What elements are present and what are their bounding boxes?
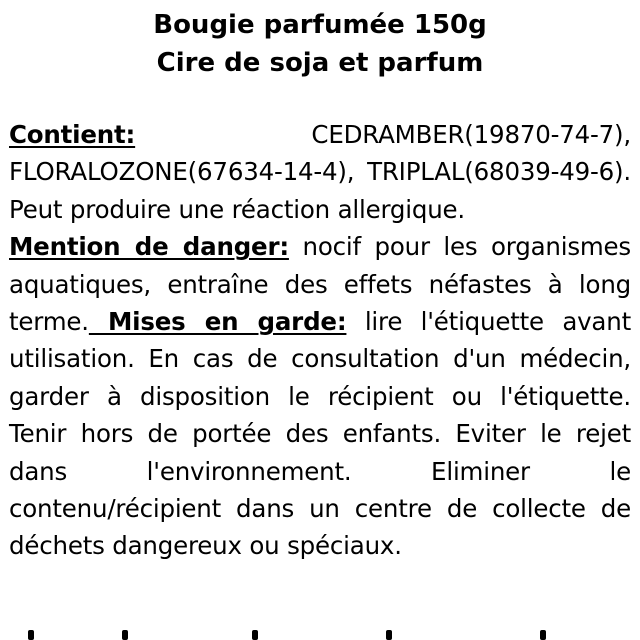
garde-heading: Mises en garde:	[88, 307, 347, 337]
cutoff-glyph-top	[386, 630, 392, 640]
product-title	[0, 6, 640, 82]
garde-text: lire l'étiquette avant utilisation. En cas de consultation d'un médecin, garder à disposition le récipient ou l'étiquette. Tenir hors de portée des enfants. Eviter le rejet dans l'environnement. Eliminer le contenu/récipient dans un centre de collecte de déchets dangereux ou spéciaux.	[9, 307, 631, 561]
cutoff-glyph-top	[122, 630, 128, 640]
cutoff-glyph-top	[252, 630, 258, 640]
contient-heading: Contient:	[9, 120, 136, 149]
danger-heading: Mention de danger:	[9, 232, 289, 262]
product-composition: Cire de soja et parfum	[156, 48, 484, 78]
danger-text: nocif pour les organismes aquatiques, entraîne des effets néfastes à long terme.	[9, 232, 631, 337]
cutoff-glyph-top	[540, 630, 546, 640]
product-name: Bougie parfumée 150g	[153, 10, 487, 40]
cutoff-text-line	[0, 625, 640, 640]
contient-text: CEDRAMBER(19870-74-7), FLORALOZONE(67634-14-4), TRIPLAL(68039-49-6). Peut produire une réaction allergique.	[9, 120, 631, 224]
cutoff-glyph-top	[28, 630, 34, 640]
safety-label-text	[9, 116, 631, 565]
